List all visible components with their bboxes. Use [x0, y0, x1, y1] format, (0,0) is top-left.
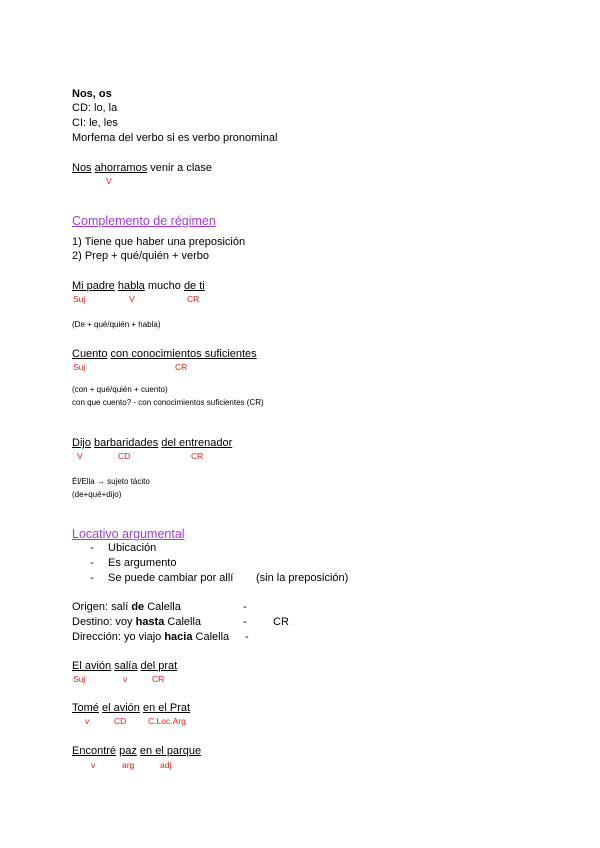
tag-cd: CD [114, 716, 127, 726]
direccion-post: Calella [192, 631, 230, 643]
example-tome [72, 702, 190, 715]
tag-loc-arg: C.Loc.Arg [148, 716, 186, 726]
bullet-dash: - [90, 572, 94, 584]
note-de-que-quien: (De + qué/quién + habla) [72, 320, 161, 329]
example-word: de ti [183, 280, 205, 292]
example-nos-ahorramos [72, 162, 212, 175]
destino-line [72, 616, 201, 629]
note-con-que-cuento: con que cuento? - con conocimientos suficientes (CR) [72, 398, 264, 407]
tag-cr: CR [191, 451, 204, 461]
tag-v: v [85, 716, 90, 726]
example-word: en el Prat [142, 702, 191, 714]
example-rest: venir a clase [150, 162, 213, 174]
example-cuento [72, 348, 257, 361]
destino-dash: - [243, 616, 247, 628]
tag-v: v [123, 674, 128, 684]
example-encontre [72, 745, 201, 758]
bullet-ubicacion: Ubicación [108, 542, 157, 554]
origen-pre: Origen: salí [72, 601, 132, 613]
example-word: Mi padre [72, 280, 115, 292]
destino-prep: hasta [135, 616, 165, 628]
tag-cr: CR [187, 294, 200, 304]
example-word: habla [117, 280, 145, 292]
note-de-que-dijo: (de+qué+dijo) [72, 490, 122, 499]
example-word: con conocimientos suficientes [110, 348, 257, 360]
destino-tag: CR [273, 616, 289, 628]
example-word: Encontré [72, 745, 117, 757]
bullet-aside: (sin la preposición) [256, 572, 349, 584]
example-word: ahorramos [94, 162, 148, 174]
heading-text: Complemento de régimen [72, 214, 216, 228]
origen-prep: de [131, 601, 145, 613]
origen-line [72, 601, 181, 614]
example-word: el avión [101, 702, 140, 714]
tag-adj: adj [160, 760, 172, 770]
note-sujeto-tacito: Él/Ella → sujeto tácito [72, 477, 150, 486]
heading-locativo-argumental [72, 527, 185, 542]
ci-line: CI: le, les [72, 117, 118, 129]
tag-cd: CD [118, 451, 131, 461]
tag-suj: Suj [73, 674, 86, 684]
heading-complemento-regimen [72, 214, 216, 229]
bullet-es-argumento: Es argumento [108, 557, 177, 569]
rule-2: 2) Prep + qué/quién + verbo [72, 250, 209, 262]
example-word: del prat [140, 660, 178, 672]
tag-cr: CR [152, 674, 165, 684]
example-dijo [72, 437, 232, 450]
note-con-que-quien: (con + qué/quién + cuento) [72, 385, 168, 394]
section-title-nos-os: Nos, os [72, 88, 112, 100]
example-word: mucho [147, 280, 181, 292]
origen-dash: - [243, 601, 247, 613]
destino-post: Calella [164, 616, 202, 628]
destino-pre: Destino: voy [72, 616, 136, 628]
bullet-cambiar-alli: Se puede cambiar por allí [108, 572, 234, 584]
example-word: Nos [72, 162, 92, 174]
direccion-line [72, 631, 229, 644]
bullet-dash: - [90, 557, 94, 569]
tag-v: V [77, 451, 83, 461]
example-word: Cuento [72, 348, 108, 360]
origen-post: Calella [144, 601, 181, 613]
bullet-dash: - [90, 542, 94, 554]
example-mi-padre [72, 280, 205, 293]
tag-v: V [106, 176, 112, 186]
cd-line: CD: lo, la [72, 102, 118, 114]
rule-1: 1) Tiene que haber una preposición [72, 236, 246, 248]
example-word: Tomé [72, 702, 99, 714]
example-word: en el parque [139, 745, 202, 757]
heading-text: Locativo argumental [72, 527, 185, 541]
tag-suj: Suj [73, 294, 86, 304]
example-word: barbaridades [94, 437, 159, 449]
direccion-pre: Dirección: yo viajo [72, 631, 165, 643]
tag-arg: arg [122, 760, 135, 770]
example-el-avion [72, 660, 177, 673]
example-word: paz [119, 745, 137, 757]
morfema-line: Morfema del verbo si es verbo pronominal [72, 132, 278, 144]
example-word: del entrenador [161, 437, 233, 449]
tag-v: v [91, 760, 96, 770]
tag-cr: CR [175, 362, 188, 372]
tag-suj: Suj [73, 362, 86, 372]
tag-v: V [129, 294, 135, 304]
example-word: El avión [72, 660, 112, 672]
direccion-dash: - [245, 631, 249, 643]
direccion-prep: hacia [164, 631, 193, 643]
example-word: salía [114, 660, 138, 672]
example-word: Dijo [72, 437, 91, 449]
